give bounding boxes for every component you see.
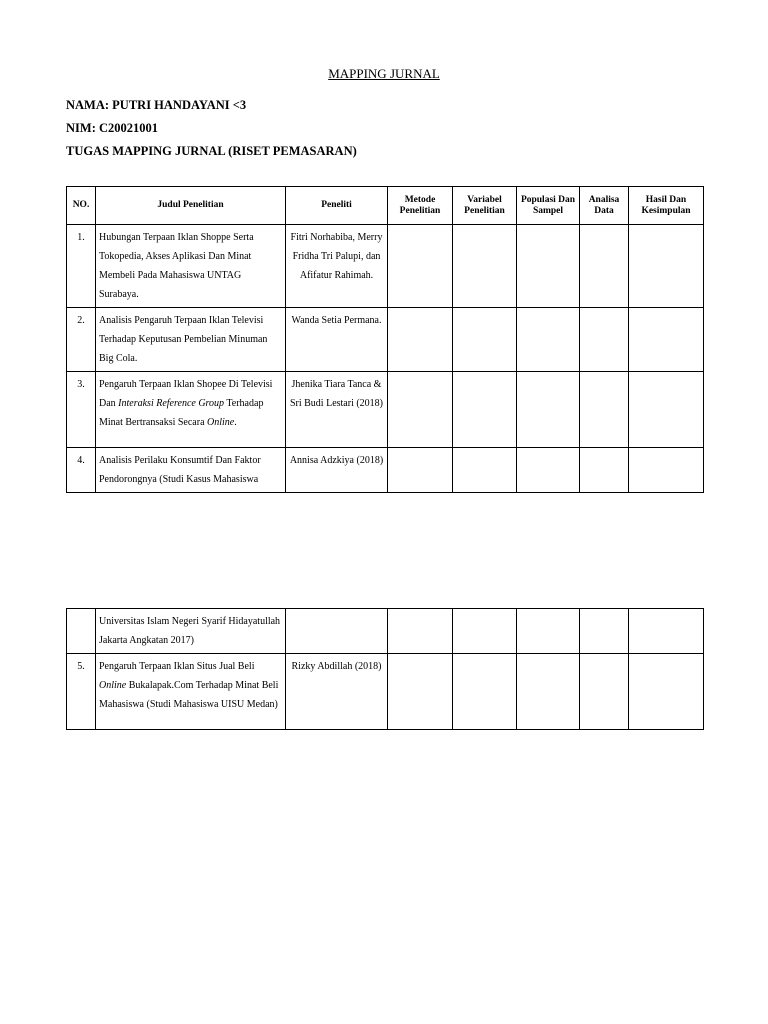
title-part: . [234, 417, 237, 428]
table-row [67, 654, 704, 730]
header-no: NO. [67, 187, 96, 225]
empty-cell [580, 225, 629, 308]
header-metode: Metode Penelitian [388, 187, 453, 225]
empty-cell [580, 308, 629, 372]
header-peneliti: Peneliti [286, 187, 388, 225]
empty-cell [517, 308, 580, 372]
row-title: Analisis Pengaruh Terpaan Iklan Televisi Terhadap Keputusan Pembelian Minuman Big Cola. [96, 308, 286, 372]
row-authors [286, 609, 388, 654]
empty-cell [453, 308, 517, 372]
empty-cell [453, 654, 517, 730]
name-line: NAMA: PUTRI HANDAYANI <3 [66, 98, 247, 112]
empty-cell [388, 225, 453, 308]
empty-cell [453, 225, 517, 308]
row-authors: Fitri Norhabiba, Merry Fridha Tri Palupi, dan Afifatur Rahimah. [286, 225, 388, 308]
empty-cell [580, 654, 629, 730]
title-part-italic: Online [207, 417, 235, 428]
row-title: Universitas Islam Negeri Syarif Hidayatullah Jakarta Angkatan 2017) [96, 609, 286, 654]
header-hasil: Hasil Dan Kesimpulan [629, 187, 704, 225]
header-variabel: Variabel Penelitian [453, 187, 517, 225]
empty-cell [580, 448, 629, 493]
row-number: 1. [67, 225, 96, 308]
document-title: MAPPING JURNAL [328, 66, 440, 81]
header-analisa: Analisa Data [580, 187, 629, 225]
assignment-line: TUGAS MAPPING JURNAL (RISET PEMASARAN) [66, 144, 357, 158]
empty-cell [580, 609, 629, 654]
row-number [67, 609, 96, 654]
table-row [67, 225, 704, 308]
empty-cell [580, 372, 629, 448]
row-number: 3. [67, 372, 96, 448]
empty-cell [453, 609, 517, 654]
empty-cell [517, 448, 580, 493]
header-populasi: Populasi Dan Sampel [517, 187, 580, 225]
empty-cell [629, 609, 704, 654]
row-title [96, 372, 286, 448]
row-authors: Rizky Abdillah (2018) [286, 654, 388, 730]
empty-cell [629, 372, 704, 448]
empty-cell [629, 308, 704, 372]
row-authors: Annisa Adzkiya (2018) [286, 448, 388, 493]
title-part-italic: Online [99, 680, 127, 691]
title-part-italic: Interaksi Reference Group [118, 398, 225, 409]
row-number: 5. [67, 654, 96, 730]
mapping-table [66, 186, 704, 493]
row-authors: Wanda Setia Permana. [286, 308, 388, 372]
table-header-row [67, 187, 704, 225]
empty-cell [453, 372, 517, 448]
table-row [67, 372, 704, 448]
empty-cell [388, 372, 453, 448]
row-authors: Jhenika Tiara Tanca & Sri Budi Lestari (2018) [286, 372, 388, 448]
row-number: 2. [67, 308, 96, 372]
row-title [96, 654, 286, 730]
empty-cell [629, 225, 704, 308]
empty-cell [517, 654, 580, 730]
empty-cell [388, 609, 453, 654]
empty-cell [629, 654, 704, 730]
empty-cell [517, 609, 580, 654]
empty-cell [629, 448, 704, 493]
nim-line: NIM: C20021001 [66, 121, 159, 135]
table-row [67, 609, 704, 654]
empty-cell [388, 654, 453, 730]
title-part: Terhadap Minat Bertransaksi Secara [99, 398, 264, 428]
table-row [67, 308, 704, 372]
table-row [67, 448, 704, 493]
title-part: Pengaruh Terpaan Iklan Shopee Di Televisi Dan [99, 379, 273, 409]
empty-cell [517, 372, 580, 448]
empty-cell [453, 448, 517, 493]
empty-cell [517, 225, 580, 308]
row-title: Analisis Perilaku Konsumtif Dan Faktor Pendorongnya (Studi Kasus Mahasiswa [96, 448, 286, 493]
empty-cell [388, 448, 453, 493]
mapping-table-continued [66, 608, 704, 730]
row-title: Hubungan Terpaan Iklan Shoppe Serta Tokopedia, Akses Aplikasi Dan Minat Membeli Pada Mahasiswa UNTAG Surabaya. [96, 225, 286, 308]
row-number: 4. [67, 448, 96, 493]
title-part: Bukalapak.Com Terhadap Minat Beli Mahasiswa (Studi Mahasiswa UISU Medan) [99, 680, 279, 710]
empty-cell [388, 308, 453, 372]
title-part: Pengaruh Terpaan Iklan Situs Jual Beli [99, 661, 255, 672]
header-judul: Judul Penelitian [96, 187, 286, 225]
